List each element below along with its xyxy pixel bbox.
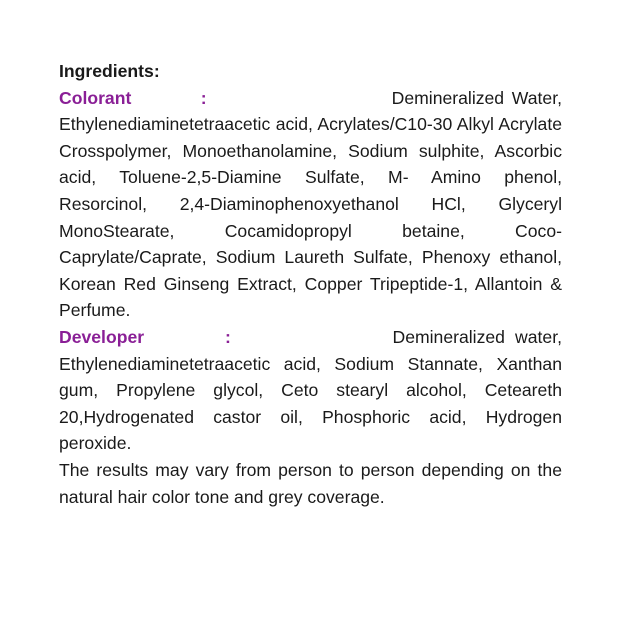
ingredients-heading: Ingredients: xyxy=(59,61,160,81)
colorant-ingredients: Demineralized Water, Ethylenediaminetetraacetic acid, Acrylates/C10-30 Alkyl Acrylate Crosspolymer, Monoethanolamine, Sodium sulphite, Ascorbic acid, Toluene-2,5-Diamine Sulfate, M- Amino phenol, Resorcinol, 2,4-Diaminophenoxyethanol HCl, Glyceryl MonoStearate, Cocamidopropyl betaine, Coco-Caprylate/Caprate, Sodium Laureth Sulfate, Phenoxy ethanol, Korean Red Ginseng Extract, Copper Tripeptide-1, Allantoin & Perfume. xyxy=(59,87,562,321)
ingredients-panel xyxy=(59,58,562,510)
disclaimer-paragraph: The results may vary from person to person depending on the natural hair color tone and grey coverage. xyxy=(59,459,562,507)
developer-paragraph xyxy=(59,324,562,457)
colorant-paragraph xyxy=(59,85,562,324)
developer-label: Developer xyxy=(59,326,145,347)
colorant-colon: : xyxy=(200,87,207,108)
colorant-label: Colorant xyxy=(59,87,132,108)
developer-ingredients: Demineralized water, Ethylenediaminetetraacetic acid, Sodium Stannate, Xanthan gum, Propylene glycol, Ceto stearyl alcohol, Ceteareth 20,Hydrogenated castor oil, Phosphoric acid, Hydrogen peroxide. xyxy=(59,326,562,454)
developer-colon: : xyxy=(224,326,231,347)
